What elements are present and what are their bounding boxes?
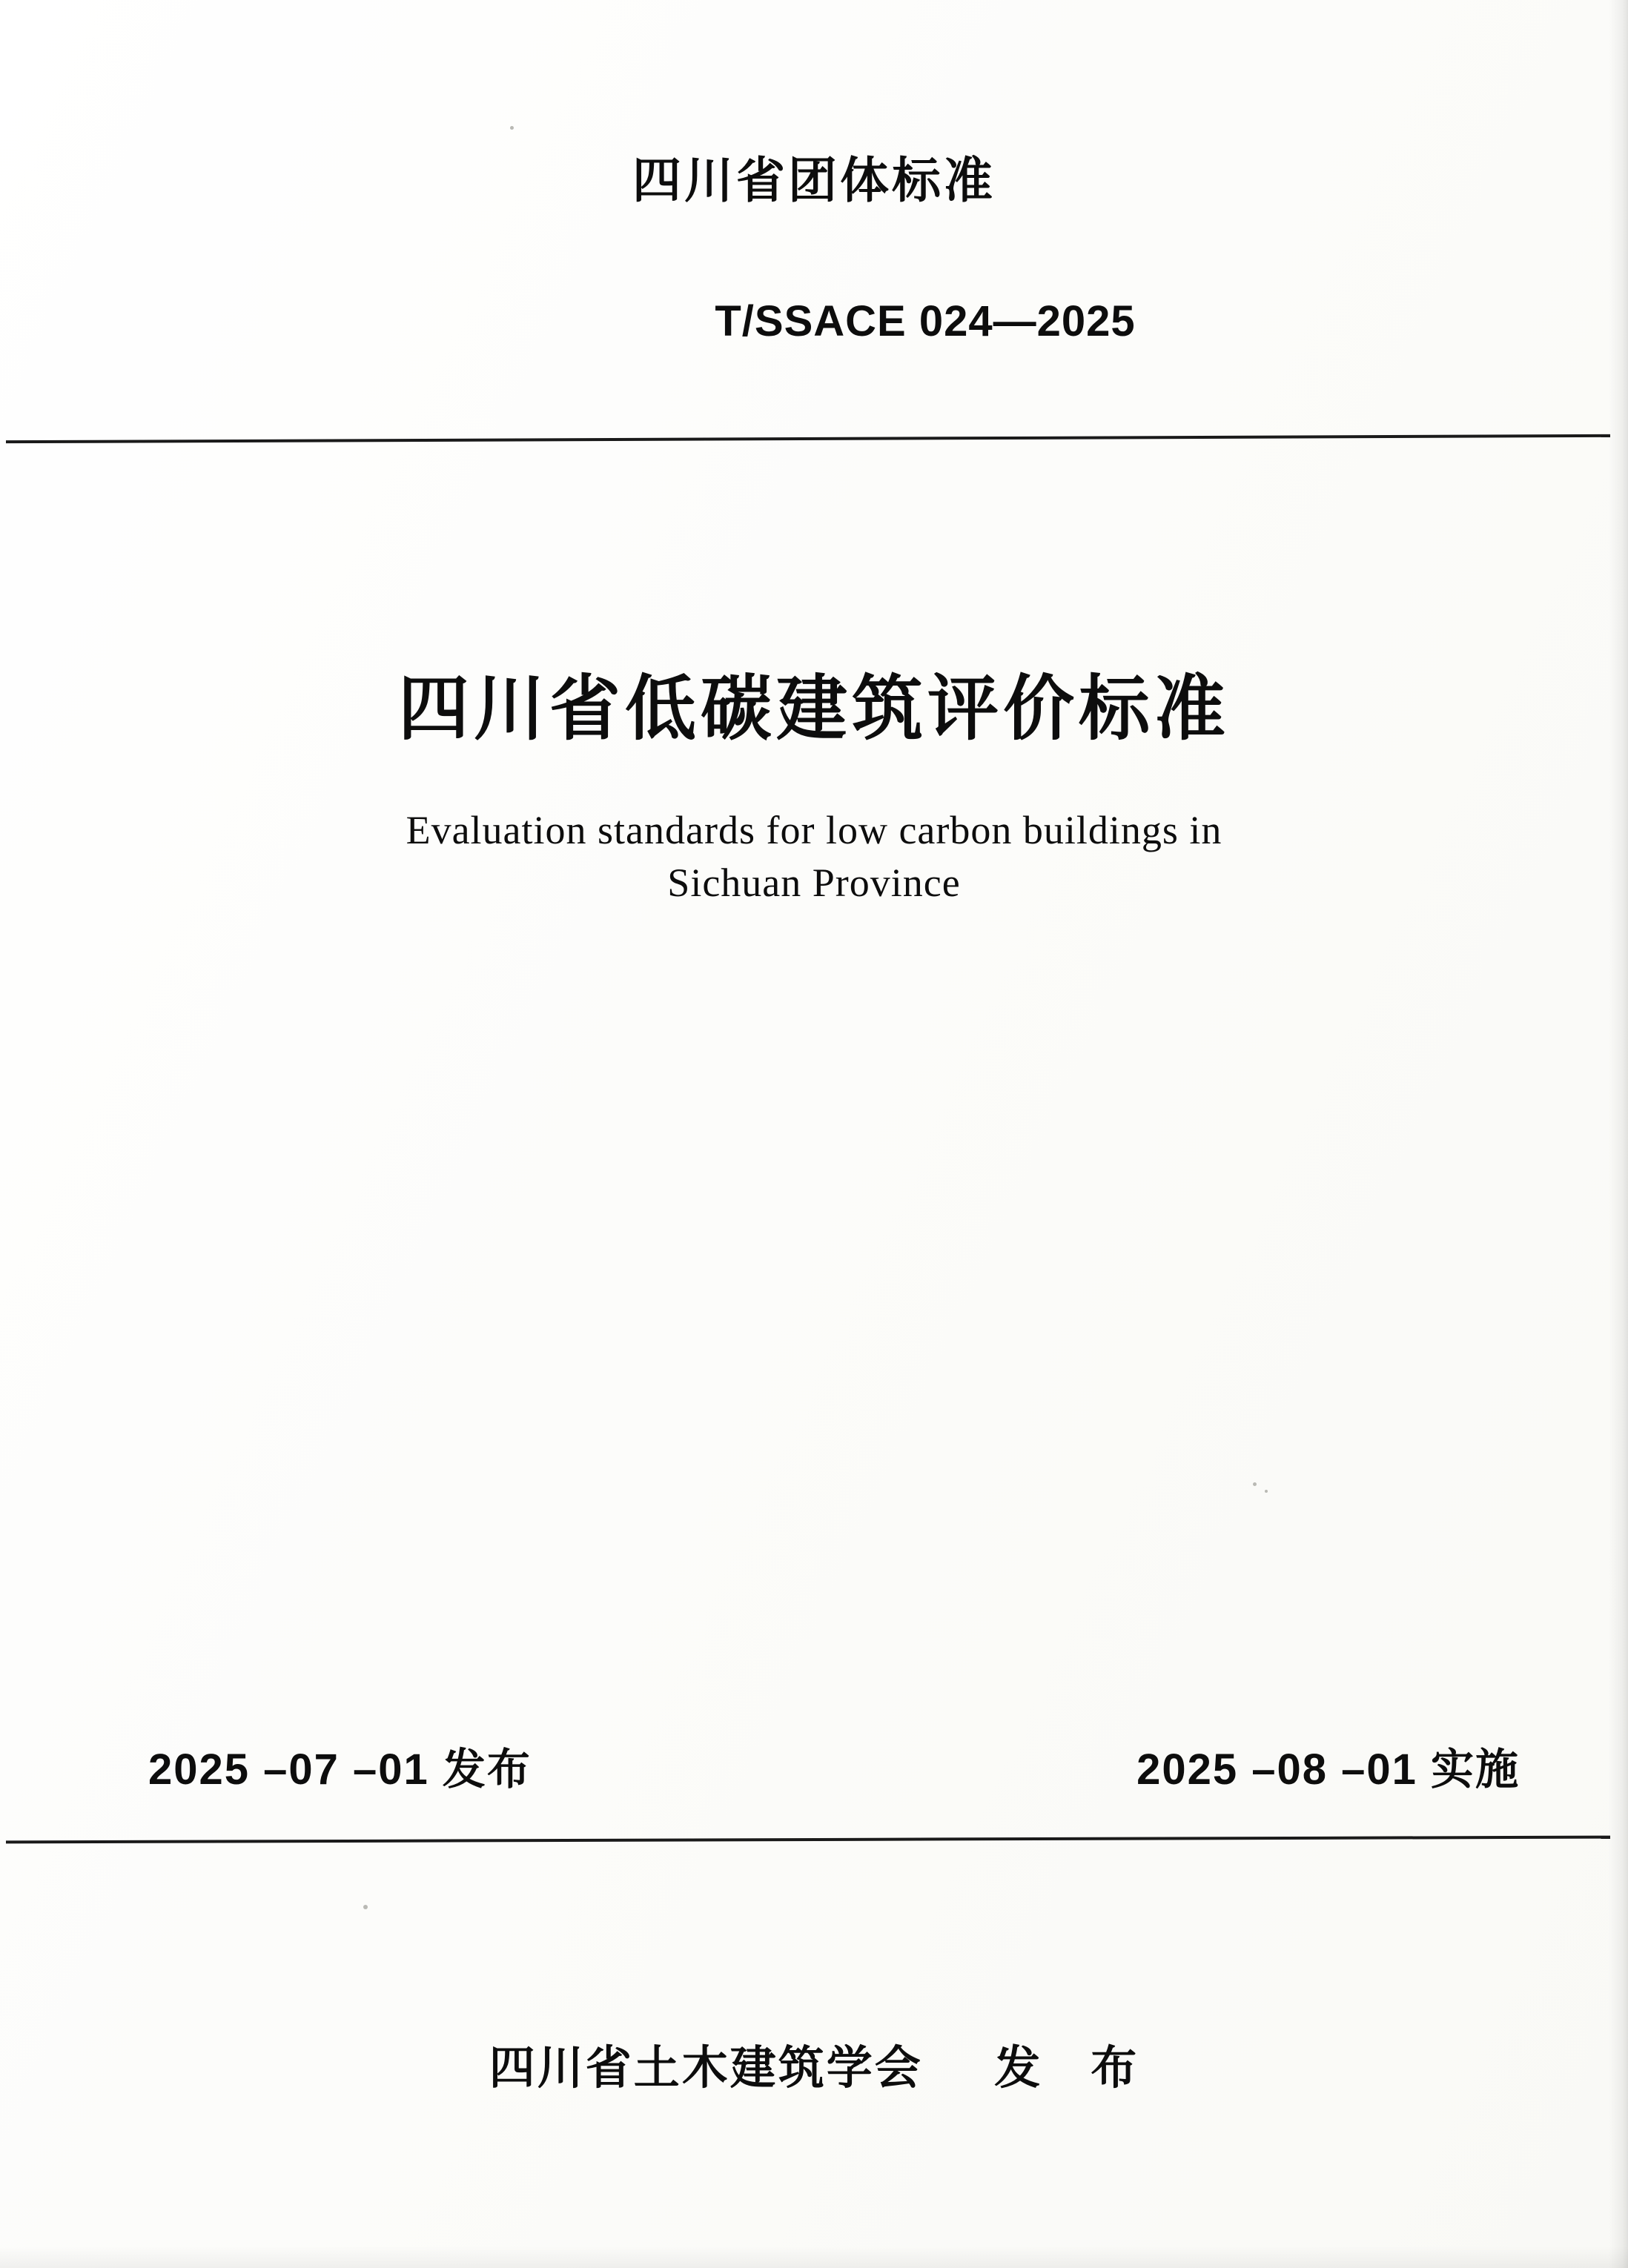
publisher-line xyxy=(0,2031,1628,2097)
issue-date: 2025 –07 –01 发布 xyxy=(148,1745,532,1794)
document-title-english xyxy=(0,804,1628,910)
scan-speck-icon xyxy=(510,126,514,130)
publisher-action: 发 布 xyxy=(994,2043,1139,2094)
header-divider-rule xyxy=(6,434,1610,443)
standard-type-heading: 四川省团体标准 xyxy=(632,153,996,208)
document-title-chinese: 四川省低碳建筑评价标准 xyxy=(398,669,1230,749)
publisher-name: 四川省土木建筑学会 xyxy=(489,2043,923,2094)
document-title-english-line-2: Sichuan Province xyxy=(667,861,961,906)
footer-divider-rule xyxy=(6,1836,1610,1844)
effective-date: 2025 –08 –01 实施 xyxy=(1136,1745,1520,1794)
scan-speck-icon xyxy=(363,1905,368,1909)
document-title-english-line-1: Evaluation standards for low carbon buildings in xyxy=(406,808,1222,852)
date-row xyxy=(148,1734,1520,1797)
page-edge-shadow-right xyxy=(1609,0,1628,2268)
standard-code: T/SSACE 024—2025 xyxy=(715,297,1136,345)
scan-speck-icon xyxy=(1253,1482,1257,1486)
page-edge-shadow-bottom xyxy=(0,2246,1628,2268)
scan-speck-icon xyxy=(1265,1490,1268,1493)
